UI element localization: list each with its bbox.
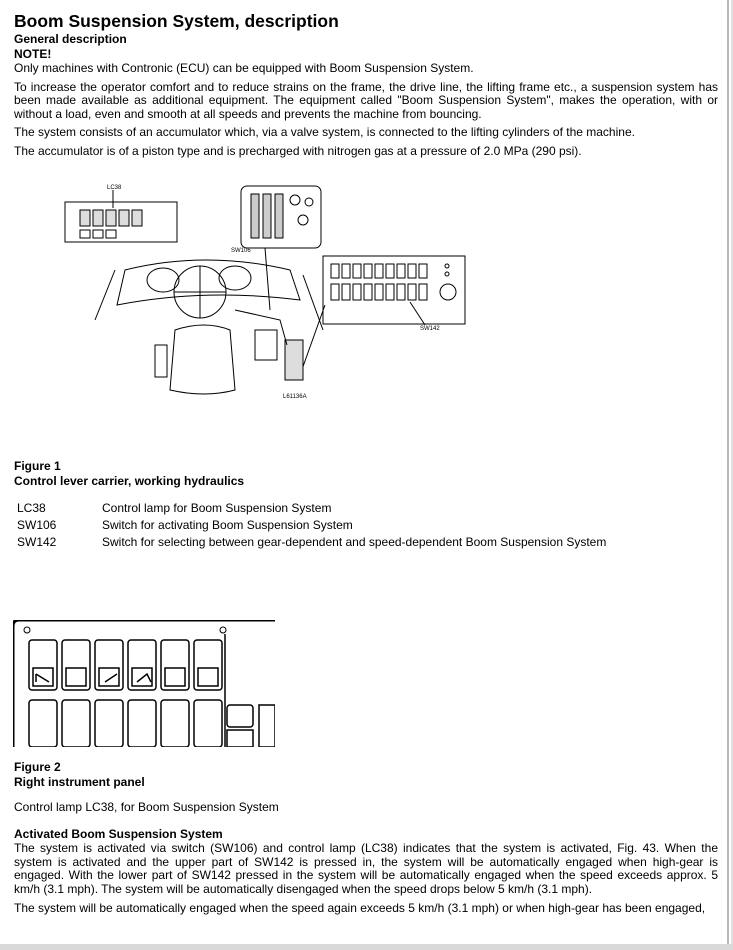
figure1-legend — [17, 500, 606, 551]
note-heading: NOTE! — [14, 47, 52, 61]
figure2-title: Right instrument panel — [14, 775, 145, 789]
legend-row — [17, 517, 606, 534]
accumulator-paragraph: The accumulator is of a piston type and is precharged with nitrogen gas at a pressure of 2.0 MPa (290 psi). — [14, 143, 582, 158]
figure2-caption — [14, 760, 145, 790]
figure2-drawing — [13, 620, 275, 747]
figure1-drawing — [55, 180, 475, 405]
legend-text: Switch for activating Boom Suspension System — [102, 518, 353, 532]
figure2-number: Figure 2 — [14, 760, 61, 774]
figure1-number: Figure 1 — [14, 459, 61, 473]
intro-paragraph: To increase the operator comfort and to reduce strains on the frame, the drive line, the lifting frame etc., a suspension system has been made available as additional equipment. The equipment called "Boom Suspension System", makes the operation, with or without a load, even and smooth at all speeds and prevents the machine from bouncing. — [14, 79, 718, 121]
legend-code: SW142 — [17, 535, 57, 549]
legend-row — [17, 500, 606, 517]
page-frame-bottom — [0, 944, 733, 950]
legend-code: LC38 — [17, 501, 46, 515]
activated-paragraph: The system is activated via switch (SW106) and control lamp (LC38) indicates that the system is activated, Fig. 43. When the system is activated and the upper part of SW142 is pressed in, the system will be automatically engaged when high-gear is engaged. With the lower part of SW142 pressed in the system will be automatically engaged when the speed exceeds approx. 5 km/h (3.1 mph). The system will be automatically disengaged when the speed drops below 5 km/h (3.1 mph). — [14, 841, 718, 896]
general-description-heading: General description — [14, 32, 127, 46]
figure1-label-sw142: SW142 — [420, 326, 440, 332]
legend-code: SW106 — [17, 518, 57, 532]
figure1-label-sw106: SW106 — [231, 248, 251, 254]
page-title: Boom Suspension System, description — [14, 11, 339, 31]
figure1-ref-code: L61136A — [283, 394, 307, 400]
legend-text: Switch for selecting between gear-dependent and speed-dependent Boom Suspension System — [102, 535, 607, 549]
engagement-paragraph: The system will be automatically engaged when the speed again exceeds 5 km/h (3.1 mph) or when high-gear has been engaged, — [14, 901, 706, 915]
activated-heading: Activated Boom Suspension System — [14, 827, 223, 841]
legend-text: Control lamp for Boom Suspension System — [102, 501, 332, 515]
document-page — [14, 10, 718, 158]
figure1-title: Control lever carrier, working hydraulics — [14, 474, 245, 488]
legend-row — [17, 534, 606, 551]
figure1-label-lc38: LC38 — [107, 185, 122, 191]
page-frame-right — [727, 0, 729, 950]
figure2-description: Control lamp LC38, for Boom Suspension System — [14, 800, 279, 814]
note-text: Only machines with Contronic (ECU) can be equipped with Boom Suspension System. — [14, 61, 474, 75]
system-paragraph: The system consists of an accumulator which, via a valve system, is connected to the lifting cylinders of the machine. — [14, 125, 635, 139]
activated-section — [14, 827, 718, 916]
figure1-caption — [14, 459, 244, 489]
